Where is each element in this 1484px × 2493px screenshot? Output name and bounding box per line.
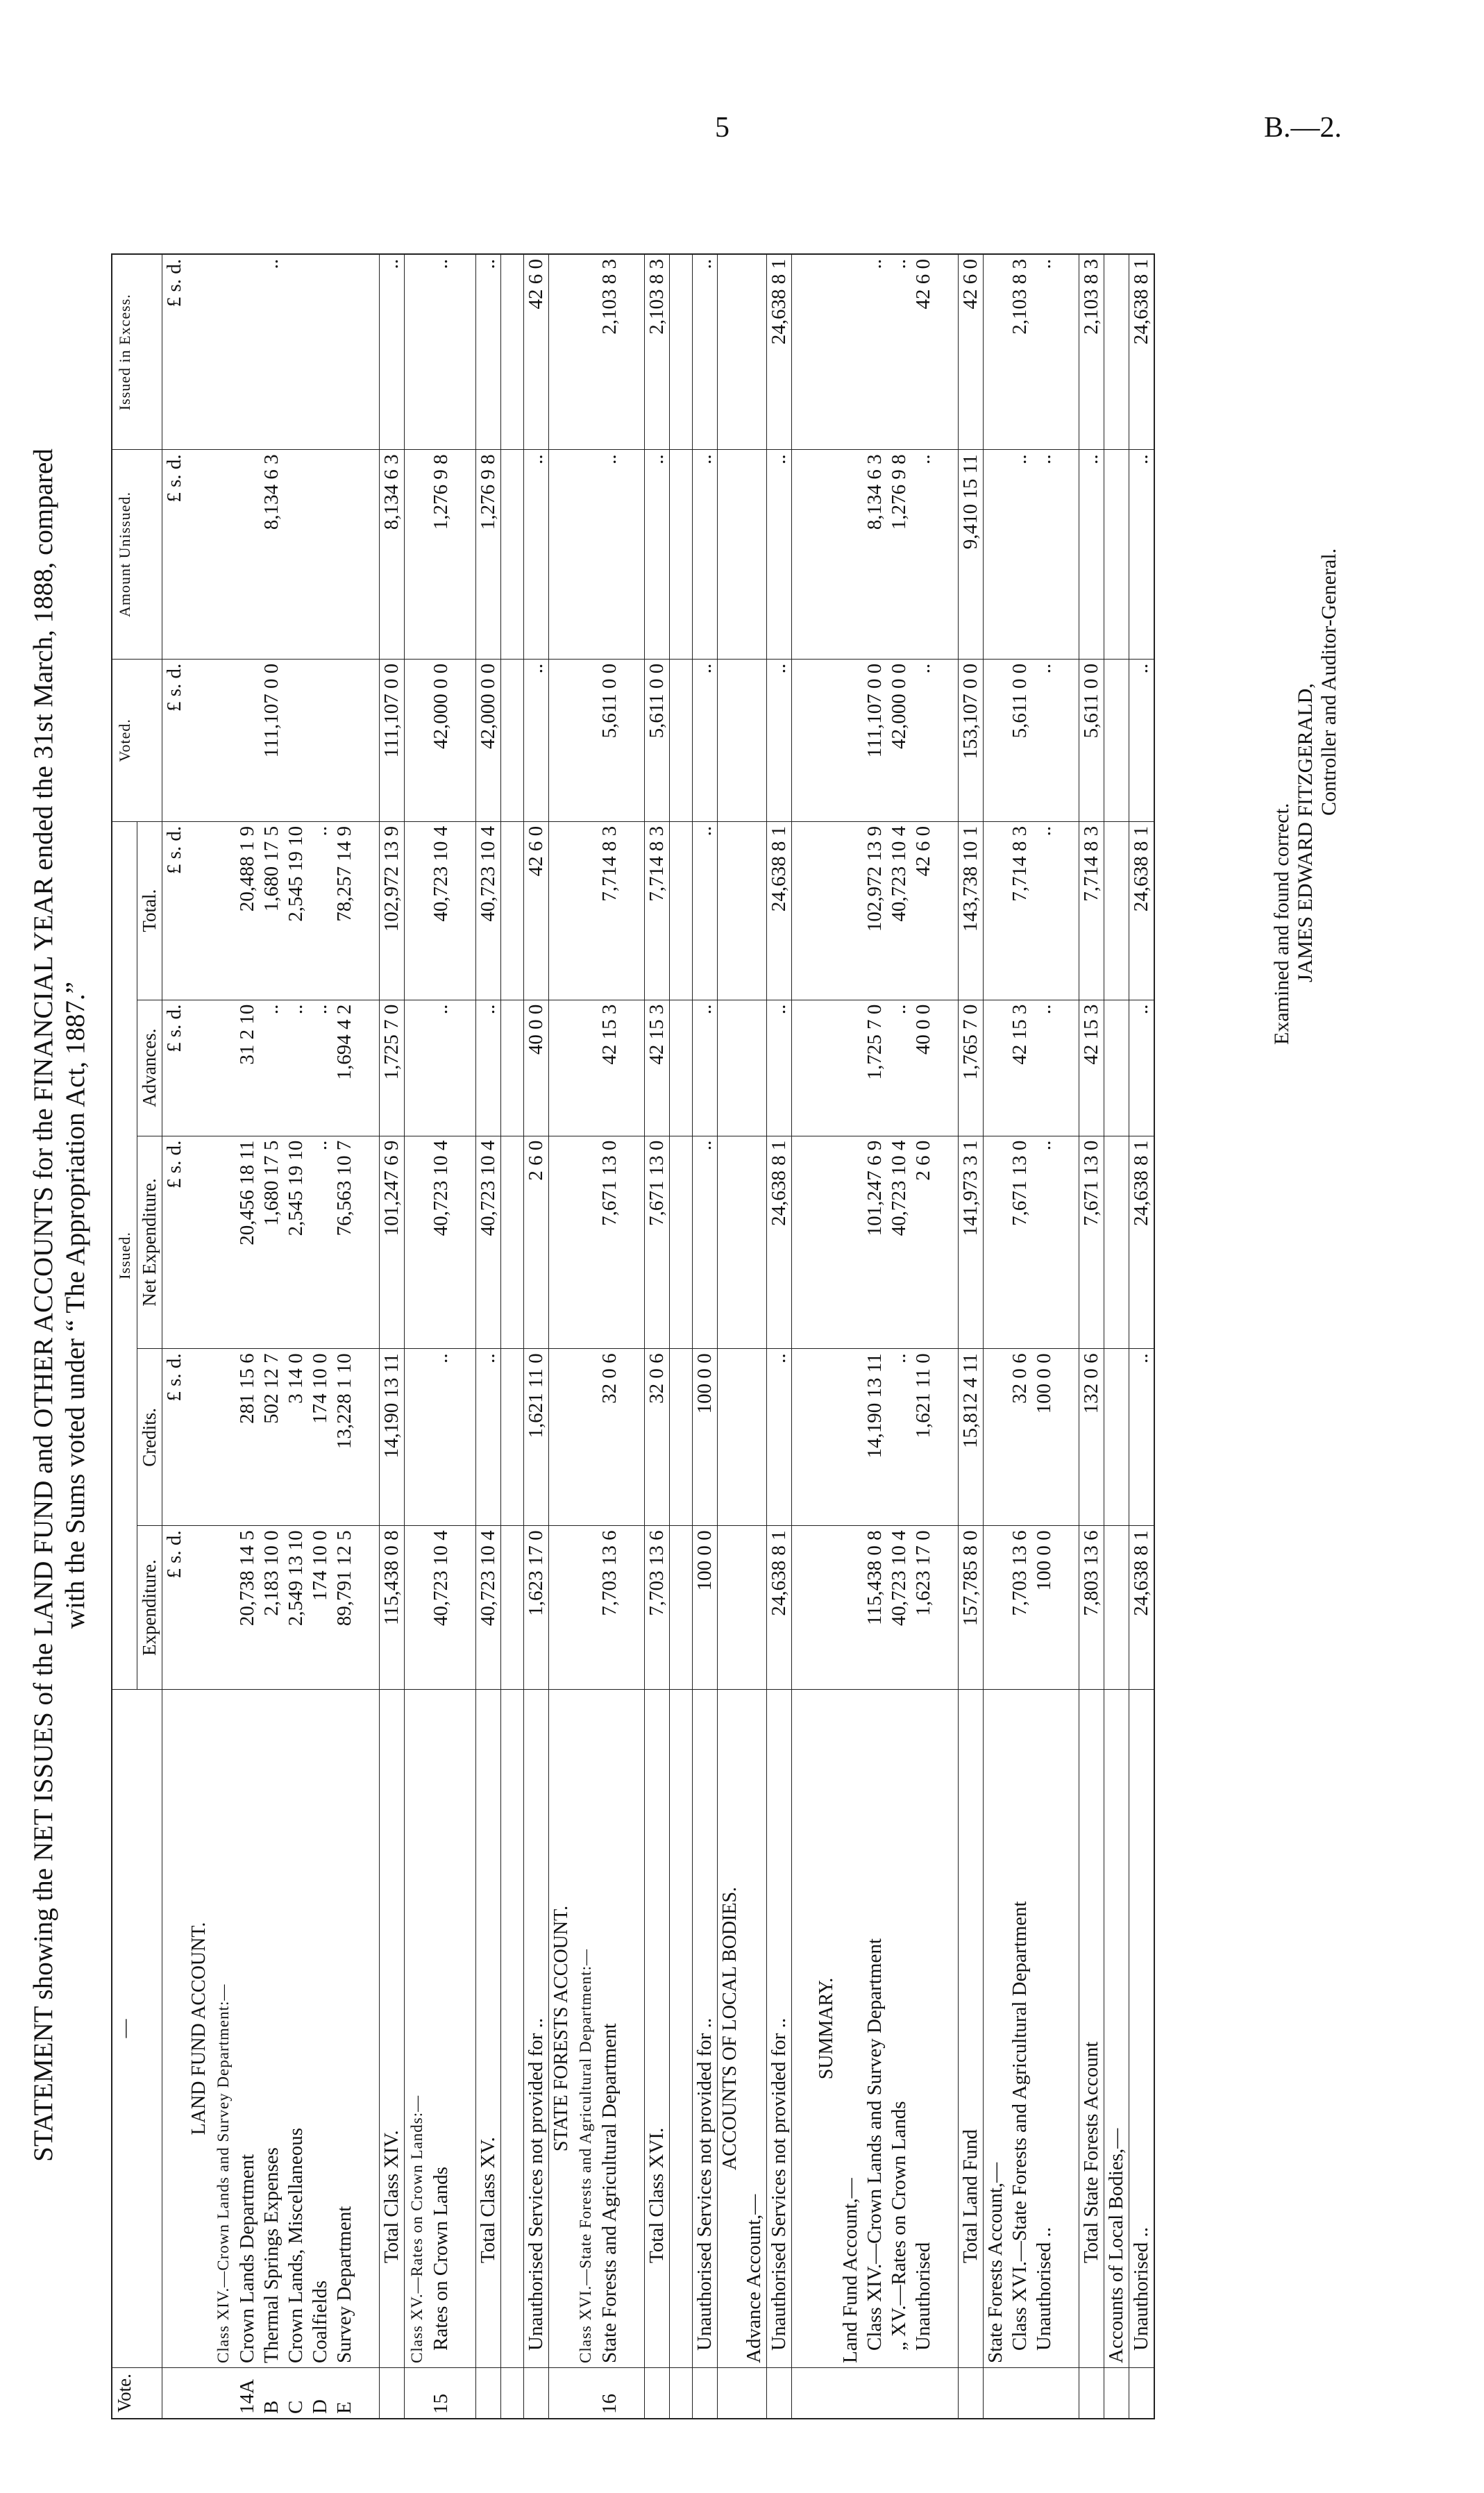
- table-cell: 174 10 0: [308, 1526, 332, 1690]
- table-cell: 15: [429, 2368, 453, 2419]
- table-cell: 2,549 13 10: [284, 1526, 308, 1690]
- lsd-label: £ s. d.: [162, 1349, 187, 1526]
- table-cell: ..: [429, 254, 453, 450]
- table-cell: ..: [524, 450, 549, 659]
- account-heading: Advance Account,—: [742, 1690, 767, 2368]
- table-cell: 111,107 0 0: [380, 659, 405, 821]
- table-cell: 2,183 10 0: [260, 1526, 284, 1690]
- table-cell: 1,623 17 0: [524, 1526, 549, 1690]
- table-cell: 42 6 0: [911, 821, 936, 1000]
- table-cell: 14A: [235, 2368, 260, 2419]
- table-cell: ..: [767, 1349, 792, 1526]
- table-cell: 115,438 0 8: [863, 1526, 887, 1690]
- lsd-label: £ s. d.: [162, 659, 187, 821]
- table-cell: 101,247 6 9: [380, 1136, 405, 1349]
- table-cell: 1,680 17 5: [260, 1136, 284, 1349]
- table-cell: 40,723 10 4: [887, 821, 911, 1000]
- table-cell: 2 6 0: [911, 1136, 936, 1349]
- table-cell: 1,276 9 8: [476, 450, 501, 659]
- table-cell: 13,228 1 10: [332, 1349, 357, 1526]
- table-cell: 7,714 8 3: [598, 821, 622, 1000]
- auditor-signature: [1270, 548, 1341, 1045]
- table-cell: ..: [1079, 450, 1104, 659]
- table-cell: 8,134 6 3: [380, 450, 405, 659]
- table-cell: ..: [1008, 450, 1032, 659]
- table-cell: 5,611 0 0: [598, 659, 622, 821]
- header-issued: Issued.: [112, 821, 137, 1689]
- table-cell: 100 0 0: [693, 1526, 718, 1690]
- header-unissued: Amount Unissued.: [112, 450, 162, 659]
- table-row: [524, 254, 549, 2419]
- table-cell: 42 15 3: [645, 1000, 670, 1136]
- table-cell: 7,671 13 0: [645, 1136, 670, 1349]
- table-cell: 5,611 0 0: [645, 659, 670, 821]
- statement-table: [111, 253, 1155, 2419]
- table-cell: 1,765 7 0: [959, 1000, 984, 1136]
- table-cell: 7,703 13 6: [598, 1526, 622, 1690]
- table-cell: 40,723 10 4: [429, 1136, 453, 1349]
- table-cell: 24,638 8 1: [767, 254, 792, 450]
- table-cell: 2,545 19 10: [284, 1136, 308, 1349]
- table-cell: 2,103 8 3: [598, 254, 622, 450]
- table-cell: 7,714 8 3: [1008, 821, 1032, 1000]
- table-cell: Unauthorised Services not provided for ..: [524, 1690, 549, 2368]
- table-cell: Unauthorised: [911, 1690, 936, 2368]
- table-cell: 42 6 0: [524, 821, 549, 1000]
- table-cell: 8,134 6 3: [863, 450, 887, 659]
- table-row: [887, 254, 911, 2419]
- table-row: [598, 254, 622, 2419]
- table-cell: 15,812 4 11: [959, 1349, 984, 1526]
- table-cell: B: [260, 2368, 284, 2419]
- table-cell: ..: [429, 1000, 453, 1136]
- table-cell: 40,723 10 4: [476, 1526, 501, 1690]
- table-cell: 42 15 3: [1079, 1000, 1104, 1136]
- table-cell: ..: [911, 450, 936, 659]
- table-cell: 31 2 10: [235, 1000, 260, 1136]
- title-line-1: STATEMENT showing the NET ISSUES of the LAND FUND and OTHER ACCOUNTS for the FINANCIAL YEAR ended the 31st March, 1888, compared: [28, 448, 58, 2162]
- header-description: —: [112, 1690, 162, 2368]
- table-cell: 7,714 8 3: [645, 821, 670, 1000]
- table-cell: ..: [1129, 1000, 1155, 1136]
- table-row: [1032, 254, 1056, 2419]
- table-cell: 24,638 8 1: [1129, 254, 1155, 450]
- table-cell: C: [284, 2368, 308, 2419]
- table-cell: Total Class XVI.: [645, 1690, 670, 2368]
- table-cell: ..: [693, 659, 718, 821]
- header-total: Total.: [137, 821, 162, 1000]
- table-row: [308, 254, 332, 2419]
- account-heading: Accounts of Local Bodies,—: [1104, 1690, 1129, 2368]
- table-cell: 2 6 0: [524, 1136, 549, 1349]
- table-cell: 14,190 13 11: [863, 1349, 887, 1526]
- table-cell: 24,638 8 1: [1129, 1136, 1155, 1349]
- table-row: [911, 254, 936, 2419]
- table-cell: ..: [1032, 1136, 1056, 1349]
- table-cell: E: [332, 2368, 357, 2419]
- table-cell: 7,671 13 0: [1008, 1136, 1032, 1349]
- table-cell: 20,488 1 9: [235, 821, 260, 1000]
- header-advances: Advances.: [137, 1000, 162, 1136]
- table-cell: Crown Lands Department: [235, 1690, 260, 2368]
- lsd-label: £ s. d.: [162, 450, 187, 659]
- section-heading: LAND FUND ACCOUNT.: [187, 1690, 211, 2368]
- class-heading: Class XV.—Rates on Crown Lands:—: [405, 1690, 430, 2368]
- table-cell: 102,972 13 9: [863, 821, 887, 1000]
- table-cell: ..: [429, 1349, 453, 1526]
- table-cell: Crown Lands, Miscellaneous: [284, 1690, 308, 2368]
- table-cell: 7,671 13 0: [598, 1136, 622, 1349]
- auditor-name: JAMES EDWARD FITZGERALD,: [1294, 683, 1317, 982]
- table-cell: 89,791 12 5: [332, 1526, 357, 1690]
- total-row: [1079, 254, 1104, 2419]
- table-cell: 9,410 15 11: [959, 450, 984, 659]
- table-row: [693, 254, 718, 2419]
- section-heading: ACCOUNTS OF LOCAL BODIES.: [718, 1690, 743, 2368]
- table-cell: ..: [887, 1349, 911, 1526]
- table-cell: ..: [887, 254, 911, 450]
- table-cell: 24,638 8 1: [1129, 821, 1155, 1000]
- table-cell: 1,725 7 0: [863, 1000, 887, 1136]
- table-cell: 32 0 6: [1008, 1349, 1032, 1526]
- table-cell: ..: [524, 659, 549, 821]
- table-cell: Unauthorised Services not provided for ..: [693, 1690, 718, 2368]
- table-cell: ..: [1032, 1000, 1056, 1136]
- table-cell: 42,000 0 0: [887, 659, 911, 821]
- table-cell: 100 0 0: [693, 1349, 718, 1526]
- table-cell: 502 12 7: [260, 1349, 284, 1526]
- table-cell: 42 6 0: [911, 254, 936, 450]
- table-cell: ..: [1032, 659, 1056, 821]
- table-cell: ..: [284, 1000, 308, 1136]
- table-cell: 7,803 13 6: [1079, 1526, 1104, 1690]
- table-cell: ..: [693, 1136, 718, 1349]
- page-code: B.—2.: [1263, 112, 1342, 144]
- table-cell: ..: [1129, 659, 1155, 821]
- table-cell: 153,107 0 0: [959, 659, 984, 821]
- table-cell: 115,438 0 8: [380, 1526, 405, 1690]
- table-cell: 7,714 8 3: [1079, 821, 1104, 1000]
- table-cell: 7,671 13 0: [1079, 1136, 1104, 1349]
- table-cell: 100 0 0: [1032, 1526, 1056, 1690]
- table-row: [332, 254, 357, 2419]
- table-cell: 174 10 0: [308, 1349, 332, 1526]
- table-cell: 42 6 0: [524, 254, 549, 450]
- table-cell: 32 0 6: [598, 1349, 622, 1526]
- table-cell: ..: [260, 1000, 284, 1136]
- table-cell: 40,723 10 4: [887, 1136, 911, 1349]
- table-cell: 5,611 0 0: [1008, 659, 1032, 821]
- statement-title: [28, 212, 92, 2399]
- table-cell: 157,785 8 0: [959, 1526, 984, 1690]
- table-cell: 2,103 8 3: [1008, 254, 1032, 450]
- table-cell: 24,638 8 1: [767, 1136, 792, 1349]
- total-row: [645, 254, 670, 2419]
- table-cell: Unauthorised Services not provided for ..: [767, 1690, 792, 2368]
- table-cell: ..: [308, 1000, 332, 1136]
- table-cell: 24,638 8 1: [1129, 1526, 1155, 1690]
- table-cell: 141,973 3 1: [959, 1136, 984, 1349]
- table-cell: Class XVI.—State Forests and Agricultural Department: [1008, 1690, 1032, 2368]
- table-cell: Thermal Springs Expenses: [260, 1690, 284, 2368]
- header-vote: Vote.: [112, 2368, 162, 2419]
- title-line-2: with the Sums voted under “ The Appropriation Act, 1887.”: [60, 982, 90, 1629]
- header-net: Net Expenditure.: [137, 1136, 162, 1349]
- table-cell: ..: [380, 254, 405, 450]
- table-cell: ..: [1032, 450, 1056, 659]
- table-cell: „ XV.—Rates on Crown Lands: [887, 1690, 911, 2368]
- table-cell: 24,638 8 1: [767, 821, 792, 1000]
- table-cell: 1,621 11 0: [911, 1349, 936, 1526]
- table-row: [863, 254, 887, 2419]
- group-excess: ..: [260, 254, 284, 450]
- table-cell: Rates on Crown Lands: [429, 1690, 453, 2368]
- lsd-label: £ s. d.: [162, 1000, 187, 1136]
- lsd-label: £ s. d.: [162, 1136, 187, 1349]
- table-cell: ..: [308, 821, 332, 1000]
- table-cell: Total Class XIV.: [380, 1690, 405, 2368]
- table-cell: ..: [1129, 450, 1155, 659]
- table-cell: 78,257 14 9: [332, 821, 357, 1000]
- table-cell: 42 15 3: [598, 1000, 622, 1136]
- table-cell: ..: [911, 659, 936, 821]
- table-cell: 143,738 10 1: [959, 821, 984, 1000]
- table-cell: Coalfields: [308, 1690, 332, 2368]
- table-cell: 40,723 10 4: [429, 1526, 453, 1690]
- table-cell: 20,456 18 11: [235, 1136, 260, 1349]
- section-heading: STATE FORESTS ACCOUNT.: [549, 1690, 574, 2368]
- table-cell: ..: [863, 254, 887, 450]
- table-cell: 40 0 0: [524, 1000, 549, 1136]
- total-row: [476, 254, 501, 2419]
- header-excess: Issued in Excess.: [112, 254, 162, 450]
- table-row: [429, 254, 453, 2419]
- table-cell: 1,623 17 0: [911, 1526, 936, 1690]
- table-cell: 281 15 6: [235, 1349, 260, 1526]
- table-cell: 42 15 3: [1008, 1000, 1032, 1136]
- table-cell: ..: [308, 1136, 332, 1349]
- table-row: [1008, 254, 1032, 2419]
- table-cell: 40,723 10 4: [429, 821, 453, 1000]
- table-cell: Total Class XV.: [476, 1690, 501, 2368]
- table-cell: 40,723 10 4: [887, 1526, 911, 1690]
- lsd-label: £ s. d.: [162, 821, 187, 1000]
- table-row: [767, 254, 792, 2419]
- table-cell: ..: [1032, 821, 1056, 1000]
- table-cell: 132 0 6: [1079, 1349, 1104, 1526]
- table-row: [235, 254, 260, 2419]
- group-voted: 111,107 0 0: [260, 659, 284, 821]
- table-cell: ..: [693, 450, 718, 659]
- table-cell: 102,972 13 9: [380, 821, 405, 1000]
- table-cell: 2,103 8 3: [645, 254, 670, 450]
- table-cell: Survey Department: [332, 1690, 357, 2368]
- table-cell: 5,611 0 0: [1079, 659, 1104, 821]
- table-cell: 40 0 0: [911, 1000, 936, 1136]
- table-cell: ..: [476, 1000, 501, 1136]
- header-voted: Voted.: [112, 659, 162, 821]
- table-cell: 1,276 9 8: [429, 450, 453, 659]
- table-cell: 16: [598, 2368, 622, 2419]
- class-heading: Class XIV.—Crown Lands and Survey Department:—: [211, 1690, 235, 2368]
- table-cell: Total State Forests Account: [1079, 1690, 1104, 2368]
- table-cell: 42,000 0 0: [476, 659, 501, 821]
- lsd-label: £ s. d.: [162, 1526, 187, 1690]
- rotated-document: [28, 177, 1374, 2468]
- table-cell: 20,738 14 5: [235, 1526, 260, 1690]
- table-cell: 1,694 4 2: [332, 1000, 357, 1136]
- table-cell: ..: [598, 450, 622, 659]
- table-cell: ..: [476, 254, 501, 450]
- table-cell: 14,190 13 11: [380, 1349, 405, 1526]
- table-row: [1129, 254, 1155, 2419]
- table-cell: Unauthorised ..: [1032, 1690, 1056, 2368]
- table-cell: ..: [887, 1000, 911, 1136]
- account-heading: State Forests Account,—: [984, 1690, 1009, 2368]
- table-cell: 1,725 7 0: [380, 1000, 405, 1136]
- table-cell: State Forests and Agricultural Department: [598, 1690, 622, 2368]
- lsd-label: £ s. d.: [162, 254, 187, 450]
- table-cell: ..: [767, 1000, 792, 1136]
- table-cell: 7,703 13 6: [1008, 1526, 1032, 1690]
- table-cell: Class XIV.—Crown Lands and Survey Department: [863, 1690, 887, 2368]
- table-row: [260, 254, 284, 2419]
- table-cell: 1,680 17 5: [260, 821, 284, 1000]
- table-cell: 2,545 19 10: [284, 821, 308, 1000]
- table-cell: Unauthorised ..: [1129, 1690, 1155, 2368]
- table-cell: 42,000 0 0: [429, 659, 453, 821]
- header-credits: Credits.: [137, 1349, 162, 1526]
- table-cell: ..: [1129, 1349, 1155, 1526]
- table-cell: ..: [693, 254, 718, 450]
- table-cell: 24,638 8 1: [767, 1526, 792, 1690]
- table-cell: 3 14 0: [284, 1349, 308, 1526]
- total-row: [959, 254, 984, 2419]
- table-cell: 101,247 6 9: [863, 1136, 887, 1349]
- table-cell: 2,103 8 3: [1079, 254, 1104, 450]
- table-cell: Total Land Fund: [959, 1690, 984, 2368]
- examined-line: Examined and found correct.: [1270, 803, 1293, 1045]
- table-cell: ..: [476, 1349, 501, 1526]
- table-cell: D: [308, 2368, 332, 2419]
- header-expenditure: Expenditure.: [137, 1526, 162, 1690]
- table-cell: ..: [693, 821, 718, 1000]
- page-number: 5: [715, 112, 730, 144]
- table-row: [284, 254, 308, 2419]
- table-cell: 111,107 0 0: [863, 659, 887, 821]
- table-cell: 42 6 0: [959, 254, 984, 450]
- table-cell: 40,723 10 4: [476, 821, 501, 1000]
- table-cell: ..: [645, 450, 670, 659]
- table-cell: ..: [1032, 254, 1056, 450]
- section-heading: SUMMARY.: [814, 1690, 838, 2368]
- table-cell: ..: [693, 1000, 718, 1136]
- auditor-title: Controller and Auditor-General.: [1317, 548, 1340, 816]
- account-heading: Land Fund Account,—: [838, 1690, 863, 2368]
- table-cell: 40,723 10 4: [476, 1136, 501, 1349]
- total-row: [380, 254, 405, 2419]
- table-cell: ..: [767, 450, 792, 659]
- table-cell: 100 0 0: [1032, 1349, 1056, 1526]
- table-cell: 1,621 11 0: [524, 1349, 549, 1526]
- class-heading: Class XVI.—State Forests and Agricultural Department:—: [573, 1690, 598, 2368]
- table-cell: ..: [767, 659, 792, 821]
- table-cell: 32 0 6: [645, 1349, 670, 1526]
- group-unissued: 8,134 6 3: [260, 450, 284, 659]
- table-cell: 1,276 9 8: [887, 450, 911, 659]
- table-cell: 7,703 13 6: [645, 1526, 670, 1690]
- table-cell: 76,563 10 7: [332, 1136, 357, 1349]
